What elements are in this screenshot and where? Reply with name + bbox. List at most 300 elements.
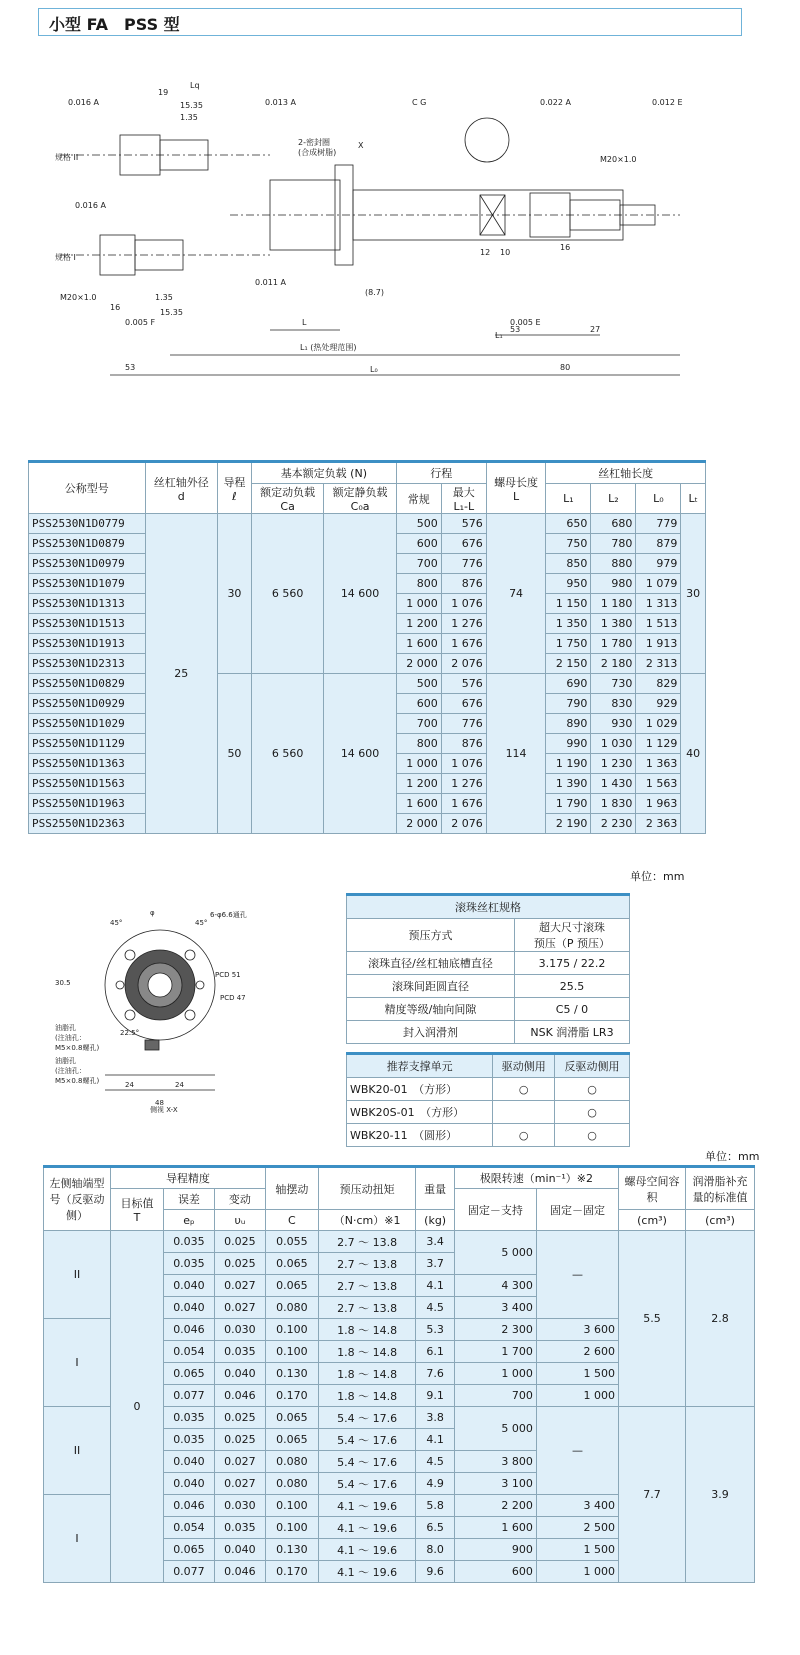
stroke-max-cell: 1 276 xyxy=(441,614,486,634)
model-cell: PSS2550N1D1963 xyxy=(29,794,146,814)
torque-cell: 2.7 ～ 13.8 xyxy=(318,1231,416,1253)
tol-8: 0.005 F xyxy=(125,318,156,327)
model-cell: PSS2530N1D0979 xyxy=(29,554,146,574)
grease-cell: 2.8 xyxy=(686,1231,755,1407)
hdr-runout-sym: C xyxy=(265,1210,318,1231)
hdr-nut-len: 螺母长度 L xyxy=(486,462,546,514)
hdr-dyn: 额定动负载 Ca xyxy=(251,484,323,514)
spec-key: 封入润滑剂 xyxy=(347,1021,515,1044)
spec-row xyxy=(347,998,630,1021)
spec-value xyxy=(514,952,629,975)
error-cell: 0.065 xyxy=(163,1363,214,1385)
hdr-torque-unit: （N·cm）※1 xyxy=(318,1210,416,1231)
hdr-load: 基本额定负载 (N) xyxy=(251,462,396,484)
dim-80: 80 xyxy=(560,363,571,372)
variation-cell: 0.025 xyxy=(214,1429,265,1451)
dim-12: 12 xyxy=(480,248,491,257)
torque-cell: 2.7 ～ 13.8 xyxy=(318,1275,416,1297)
weight-cell: 9.1 xyxy=(416,1385,454,1407)
model-cell: PSS2530N1D0779 xyxy=(29,514,146,534)
dim-15: 15.35 xyxy=(180,101,203,110)
stroke-normal-cell: 1 600 xyxy=(396,794,441,814)
flange-label: φ xyxy=(150,909,155,917)
dim-135: 1.35 xyxy=(180,113,198,122)
speed-fixed-fixed-cell: 1 000 xyxy=(536,1561,618,1583)
error-cell: 0.077 xyxy=(163,1385,214,1407)
dim-53b: 53 xyxy=(510,325,521,334)
l1-cell: 1 150 xyxy=(546,594,591,614)
weight-cell: 4.5 xyxy=(416,1297,454,1319)
speed-fixed-fixed-cell: 2 500 xyxy=(536,1517,618,1539)
model-cell: PSS2530N1D0879 xyxy=(29,534,146,554)
model-cell: PSS2550N1D0829 xyxy=(29,674,146,694)
lo-cell: 2 363 xyxy=(636,814,681,834)
flange-label: 6-φ6.6通孔 xyxy=(210,911,247,919)
support-hdr-0: 推荐支撑单元 xyxy=(347,1054,493,1078)
table-row xyxy=(29,514,706,534)
stroke-normal-cell: 1 000 xyxy=(396,594,441,614)
lo-cell: 1 563 xyxy=(636,774,681,794)
stroke-max-cell: 1 076 xyxy=(441,594,486,614)
dim-l0: L₀ xyxy=(370,365,378,374)
stroke-normal-cell: 1 200 xyxy=(396,774,441,794)
flange-label: M5×0.8螺孔) xyxy=(55,1077,100,1085)
model-cell: PSS2530N1D1079 xyxy=(29,574,146,594)
error-cell: 0.046 xyxy=(163,1319,214,1341)
l1-cell: 1 190 xyxy=(546,754,591,774)
variation-cell: 0.040 xyxy=(214,1363,265,1385)
torque-cell: 5.4 ～ 17.6 xyxy=(318,1473,416,1495)
speed-fixed-fixed-cell: 3 600 xyxy=(536,1319,618,1341)
lo-cell: 1 363 xyxy=(636,754,681,774)
stroke-max-cell: 776 xyxy=(441,714,486,734)
flange-label: (注油孔： xyxy=(55,1067,86,1075)
hdr-nut-vol: 螺母空间容积 xyxy=(619,1167,686,1210)
hdr-lo: L₀ xyxy=(636,484,681,514)
weight-cell: 4.5 xyxy=(416,1451,454,1473)
hdr-grease: 润滑脂补充量的标准值 xyxy=(686,1167,755,1210)
lt-cell: 30 xyxy=(681,514,706,674)
runout-cell: 0.065 xyxy=(265,1275,318,1297)
dim-19: 19 xyxy=(158,88,169,97)
weight-cell: 3.7 xyxy=(416,1253,454,1275)
flange-drawing xyxy=(50,905,290,1115)
stroke-normal-cell: 500 xyxy=(396,514,441,534)
l1-cell: 2 150 xyxy=(546,654,591,674)
table-row xyxy=(29,674,706,694)
error-cell: 0.040 xyxy=(163,1275,214,1297)
support-drive: ○ xyxy=(493,1078,555,1101)
l2-cell: 1 180 xyxy=(591,594,636,614)
flange-label: 侧视 X-X xyxy=(150,1106,178,1114)
spec-value-line: 预压（P 预压） xyxy=(533,937,611,950)
flange-label: 48 xyxy=(155,1099,164,1107)
error-cell: 0.040 xyxy=(163,1297,214,1319)
hdr-lead: 导程 ℓ xyxy=(218,462,252,514)
unit-label-2: 单位：mm xyxy=(705,1150,760,1163)
hdr-fixed-fix: 固定－固定 xyxy=(536,1189,618,1231)
grease-cell: 3.9 xyxy=(686,1407,755,1583)
tol-3: C G xyxy=(412,98,427,107)
l1-cell: 750 xyxy=(546,534,591,554)
stroke-max-cell: 1 676 xyxy=(441,634,486,654)
weight-cell: 6.5 xyxy=(416,1517,454,1539)
speed-fixed-fixed-cell: 1 000 xyxy=(536,1385,618,1407)
dim-l1: L₁ xyxy=(495,331,503,340)
torque-cell: 5.4 ～ 17.6 xyxy=(318,1429,416,1451)
weight-cell: 4.9 xyxy=(416,1473,454,1495)
weight-cell: 4.1 xyxy=(416,1429,454,1451)
speed-fixed-fixed-cell: 1 500 xyxy=(536,1539,618,1561)
lo-cell: 979 xyxy=(636,554,681,574)
stat-load-cell: 14 600 xyxy=(324,514,396,674)
stroke-normal-cell: 800 xyxy=(396,734,441,754)
weight-cell: 7.6 xyxy=(416,1363,454,1385)
speed-fixed-support-cell: 600 xyxy=(454,1561,536,1583)
stroke-normal-cell: 1 200 xyxy=(396,614,441,634)
l1-cell: 1 750 xyxy=(546,634,591,654)
variation-cell: 0.025 xyxy=(214,1253,265,1275)
speed-fixed-fixed-cell: 3 400 xyxy=(536,1495,618,1517)
weight-cell: 8.0 xyxy=(416,1539,454,1561)
speed-fixed-support-cell: 2 300 xyxy=(454,1319,536,1341)
hdr-fixed-sup: 固定－支持 xyxy=(454,1189,536,1231)
thread-label: M20×1.0 xyxy=(600,155,637,164)
tol-5: 0.012 E xyxy=(652,98,683,107)
stroke-normal-cell: 1 000 xyxy=(396,754,441,774)
stroke-normal-cell: 700 xyxy=(396,554,441,574)
spec-title: 滚珠丝杠规格 xyxy=(347,895,630,919)
lo-cell: 829 xyxy=(636,674,681,694)
flange-label: PCD 51 xyxy=(215,971,241,979)
dyn-load-cell: 6 560 xyxy=(251,674,323,834)
l1-cell: 650 xyxy=(546,514,591,534)
tol-7: 0.011 A xyxy=(255,278,286,287)
speed-fixed-support-cell: 2 200 xyxy=(454,1495,536,1517)
torque-cell: 5.4 ～ 17.6 xyxy=(318,1451,416,1473)
error-cell: 0.065 xyxy=(163,1539,214,1561)
stroke-max-cell: 776 xyxy=(441,554,486,574)
hdr-speed: 极限转速（min⁻¹）※2 xyxy=(454,1167,618,1189)
model-cell: PSS2550N1D1363 xyxy=(29,754,146,774)
stroke-normal-cell: 2 000 xyxy=(396,814,441,834)
tol-4: 0.022 A xyxy=(540,98,571,107)
lo-cell: 779 xyxy=(636,514,681,534)
flange-label: 24 xyxy=(175,1081,184,1089)
variation-cell: 0.030 xyxy=(214,1319,265,1341)
variation-cell: 0.040 xyxy=(214,1539,265,1561)
torque-cell: 1.8 ～ 14.8 xyxy=(318,1341,416,1363)
stroke-normal-cell: 500 xyxy=(396,674,441,694)
flange-label: 30.5 xyxy=(55,979,71,987)
shaft-end-type-cell: I xyxy=(44,1319,111,1407)
stat-load-cell: 14 600 xyxy=(324,674,396,834)
shaft-end-type-cell: II xyxy=(44,1231,111,1319)
torque-cell: 1.8 ～ 14.8 xyxy=(318,1319,416,1341)
support-name: WBK20-11 （圆形） xyxy=(347,1124,493,1147)
thread-label-2: M20×1.0 xyxy=(60,293,97,302)
model-cell: PSS2530N1D2313 xyxy=(29,654,146,674)
l1-cell: 2 190 xyxy=(546,814,591,834)
tol-6: 0.016 A xyxy=(75,201,106,210)
lo-cell: 1 029 xyxy=(636,714,681,734)
flange-label: (注油孔： xyxy=(55,1034,86,1042)
spec-value-line: C5 / 0 xyxy=(555,1002,589,1016)
support-rev: ○ xyxy=(555,1101,630,1124)
nut-len-cell: 74 xyxy=(486,514,546,674)
l2-cell: 2 230 xyxy=(591,814,636,834)
error-cell: 0.035 xyxy=(163,1231,214,1253)
nut-len-cell: 114 xyxy=(486,674,546,834)
weight-cell: 5.8 xyxy=(416,1495,454,1517)
support-drive: ○ xyxy=(493,1124,555,1147)
stroke-max-cell: 576 xyxy=(441,514,486,534)
l2-cell: 1 430 xyxy=(591,774,636,794)
tol-2: 0.013 A xyxy=(265,98,296,107)
support-hdr-2: 反驱动侧用 xyxy=(555,1054,630,1078)
dim-15b: 15.35 xyxy=(160,308,183,317)
dim-16b: 16 xyxy=(110,303,121,312)
hdr-lt: Lₜ xyxy=(681,484,706,514)
runout-cell: 0.170 xyxy=(265,1385,318,1407)
model-cell: PSS2550N1D1563 xyxy=(29,774,146,794)
flange-label: 24 xyxy=(125,1081,134,1089)
stroke-max-cell: 2 076 xyxy=(441,654,486,674)
support-name: WBK20-01 （方形） xyxy=(347,1078,493,1101)
speed-fixed-support-cell: 1 000 xyxy=(454,1363,536,1385)
model-cell: PSS2530N1D1313 xyxy=(29,594,146,614)
stroke-normal-cell: 700 xyxy=(396,714,441,734)
lo-cell: 1 913 xyxy=(636,634,681,654)
lo-cell: 2 313 xyxy=(636,654,681,674)
stroke-max-cell: 676 xyxy=(441,694,486,714)
hdr-var-sym: υᵤ xyxy=(214,1210,265,1231)
hdr-weight-unit: (kg) xyxy=(416,1210,454,1231)
lead-cell: 50 xyxy=(218,674,252,834)
model-cell: PSS2550N1D1129 xyxy=(29,734,146,754)
weight-cell: 5.3 xyxy=(416,1319,454,1341)
l1-cell: 890 xyxy=(546,714,591,734)
hdr-max: 最大 L₁-L xyxy=(441,484,486,514)
spec-value xyxy=(514,919,629,952)
hdr-grease-unit: (cm³) xyxy=(686,1210,755,1231)
speed-fixed-support-cell: 900 xyxy=(454,1539,536,1561)
l2-cell: 1 830 xyxy=(591,794,636,814)
runout-cell: 0.170 xyxy=(265,1561,318,1583)
model-cell: PSS2550N1D0929 xyxy=(29,694,146,714)
flange-label: 45° xyxy=(195,919,208,927)
speed-fixed-support-cell: 3 800 xyxy=(454,1451,536,1473)
l2-cell: 1 230 xyxy=(591,754,636,774)
dim-87: (8.7) xyxy=(365,288,384,297)
variation-cell: 0.046 xyxy=(214,1561,265,1583)
spec-key: 预压方式 xyxy=(347,919,515,952)
stroke-normal-cell: 2 000 xyxy=(396,654,441,674)
dim-27: 27 xyxy=(590,325,601,334)
hdr-shaft-len: 丝杠轴长度 xyxy=(546,462,706,484)
dyn-load-cell: 6 560 xyxy=(251,514,323,674)
support-rev: ○ xyxy=(555,1078,630,1101)
speed-fixed-support-cell: 1 700 xyxy=(454,1341,536,1363)
l1-cell: 1 390 xyxy=(546,774,591,794)
hdr-stroke: 行程 xyxy=(396,462,486,484)
dim-53: 53 xyxy=(125,363,136,372)
hdr-runout: 轴摆动 xyxy=(265,1167,318,1210)
support-table xyxy=(346,1052,630,1147)
error-cell: 0.035 xyxy=(163,1253,214,1275)
tol-9: 0.005 E xyxy=(510,318,541,327)
support-hdr-1: 驱动侧用 xyxy=(493,1054,555,1078)
hdr-var: 变动 xyxy=(214,1189,265,1210)
variation-cell: 0.027 xyxy=(214,1275,265,1297)
lo-cell: 1 963 xyxy=(636,794,681,814)
support-name: WBK20S-01 （方形） xyxy=(347,1101,493,1124)
variation-cell: 0.030 xyxy=(214,1495,265,1517)
weight-cell: 4.1 xyxy=(416,1275,454,1297)
dim-lq: Lq xyxy=(190,81,200,90)
flange-label: M5×0.8螺孔) xyxy=(55,1044,100,1052)
variation-cell: 0.025 xyxy=(214,1407,265,1429)
l1-cell: 1 350 xyxy=(546,614,591,634)
error-cell: 0.035 xyxy=(163,1407,214,1429)
l2-cell: 1 030 xyxy=(591,734,636,754)
stroke-normal-cell: 600 xyxy=(396,534,441,554)
torque-cell: 4.1 ～ 19.6 xyxy=(318,1539,416,1561)
flange-label: 油脂孔 xyxy=(55,1024,76,1032)
torque-cell: 2.7 ～ 13.8 xyxy=(318,1253,416,1275)
dim-lt: L₁ (热处理范围) xyxy=(300,343,357,352)
model-cell: PSS2530N1D1913 xyxy=(29,634,146,654)
weight-cell: 9.6 xyxy=(416,1561,454,1583)
ball-screw-drawing xyxy=(40,80,740,410)
error-cell: 0.040 xyxy=(163,1451,214,1473)
weight-cell: 3.4 xyxy=(416,1231,454,1253)
weight-cell: 6.1 xyxy=(416,1341,454,1363)
hdr-model: 公称型号 xyxy=(29,462,146,514)
unit-label-1: 单位：mm xyxy=(630,870,685,883)
shaft-end-type-cell: I xyxy=(44,1495,111,1583)
seal-label-2: (合成树脂) xyxy=(298,148,337,157)
speed-fixed-support-cell: 700 xyxy=(454,1385,536,1407)
l2-cell: 980 xyxy=(591,574,636,594)
hdr-stat: 额定静负载 C₀a xyxy=(324,484,396,514)
dim-l: L xyxy=(302,318,307,327)
l2-cell: 1 380 xyxy=(591,614,636,634)
dim-135b: 1.35 xyxy=(155,293,173,302)
error-cell: 0.040 xyxy=(163,1473,214,1495)
l1-cell: 990 xyxy=(546,734,591,754)
spec-value-line: NSK 润滑脂 LR3 xyxy=(530,1026,614,1039)
stroke-max-cell: 2 076 xyxy=(441,814,486,834)
tol-1: 0.016 A xyxy=(68,98,99,107)
hdr-error-sym: eₚ xyxy=(163,1210,214,1231)
support-row xyxy=(347,1124,630,1147)
torque-cell: 1.8 ～ 14.8 xyxy=(318,1363,416,1385)
dimension-table xyxy=(28,460,706,834)
variation-cell: 0.046 xyxy=(214,1385,265,1407)
hdr-error: 误差 xyxy=(163,1189,214,1210)
l2-cell: 880 xyxy=(591,554,636,574)
flange-label: 22.5° xyxy=(120,1029,140,1037)
hdr-left-type: 左侧轴端型号（反驱动侧） xyxy=(44,1167,111,1231)
runout-cell: 0.055 xyxy=(265,1231,318,1253)
runout-cell: 0.100 xyxy=(265,1341,318,1363)
variation-cell: 0.027 xyxy=(214,1451,265,1473)
support-row xyxy=(347,1101,630,1124)
page-title: 小型 FA PSS 型 xyxy=(49,15,180,34)
l2-cell: 780 xyxy=(591,534,636,554)
weight-cell: 3.8 xyxy=(416,1407,454,1429)
runout-cell: 0.065 xyxy=(265,1253,318,1275)
runout-cell: 0.080 xyxy=(265,1451,318,1473)
l2-cell: 830 xyxy=(591,694,636,714)
lt-cell: 40 xyxy=(681,674,706,834)
runout-cell: 0.080 xyxy=(265,1473,318,1495)
variation-cell: 0.025 xyxy=(214,1231,265,1253)
shaft-dia-cell: 25 xyxy=(145,514,217,834)
speed-fixed-support-cell: 3 400 xyxy=(454,1297,536,1319)
speed-fixed-support-cell: 1 600 xyxy=(454,1517,536,1539)
nut-volume-cell: 5.5 xyxy=(619,1231,686,1407)
spec-value-line: 3.175 / 22.2 xyxy=(538,956,606,970)
spec2-label: 规格 II xyxy=(55,153,79,162)
table-row xyxy=(44,1231,755,1253)
spec1-label: 规格 I xyxy=(55,253,76,262)
model-cell: PSS2550N1D2363 xyxy=(29,814,146,834)
lo-cell: 929 xyxy=(636,694,681,714)
torque-cell: 2.7 ～ 13.8 xyxy=(318,1297,416,1319)
spec-value xyxy=(514,998,629,1021)
speed-fixed-support-cell: 5 000 xyxy=(454,1231,536,1275)
model-cell: PSS2550N1D1029 xyxy=(29,714,146,734)
stroke-max-cell: 1 676 xyxy=(441,794,486,814)
runout-cell: 0.065 xyxy=(265,1407,318,1429)
l2-cell: 930 xyxy=(591,714,636,734)
spec-table xyxy=(346,893,630,1044)
spec-row xyxy=(347,975,630,998)
hdr-target: 目标值 T xyxy=(111,1189,164,1231)
stroke-normal-cell: 600 xyxy=(396,694,441,714)
error-cell: 0.054 xyxy=(163,1517,214,1539)
hdr-torque: 预压动扭矩 xyxy=(318,1167,416,1210)
x-mark: X xyxy=(358,141,364,150)
speed-fixed-fixed-cell: 1 500 xyxy=(536,1363,618,1385)
spec-value-line: 超大尺寸滚珠 xyxy=(538,921,605,934)
target-cell: 0 xyxy=(111,1231,164,1583)
runout-cell: 0.100 xyxy=(265,1517,318,1539)
lo-cell: 1 513 xyxy=(636,614,681,634)
hdr-l2: L₂ xyxy=(591,484,636,514)
hdr-weight: 重量 xyxy=(416,1167,454,1210)
flange-label: PCD 47 xyxy=(220,994,246,1002)
l1-cell: 790 xyxy=(546,694,591,714)
shaft-end-type-cell: II xyxy=(44,1407,111,1495)
spec-row xyxy=(347,1021,630,1044)
speed-fixed-fixed-cell: — xyxy=(536,1231,618,1319)
torque-cell: 4.1 ～ 19.6 xyxy=(318,1495,416,1517)
stroke-max-cell: 876 xyxy=(441,734,486,754)
flange-label: 45° xyxy=(110,919,123,927)
spec-row xyxy=(347,919,630,952)
l2-cell: 2 180 xyxy=(591,654,636,674)
error-cell: 0.035 xyxy=(163,1429,214,1451)
hdr-lead-acc: 导程精度 xyxy=(111,1167,266,1189)
runout-cell: 0.065 xyxy=(265,1429,318,1451)
support-drive xyxy=(493,1101,555,1124)
stroke-max-cell: 1 276 xyxy=(441,774,486,794)
l1-cell: 690 xyxy=(546,674,591,694)
spec-value xyxy=(514,975,629,998)
